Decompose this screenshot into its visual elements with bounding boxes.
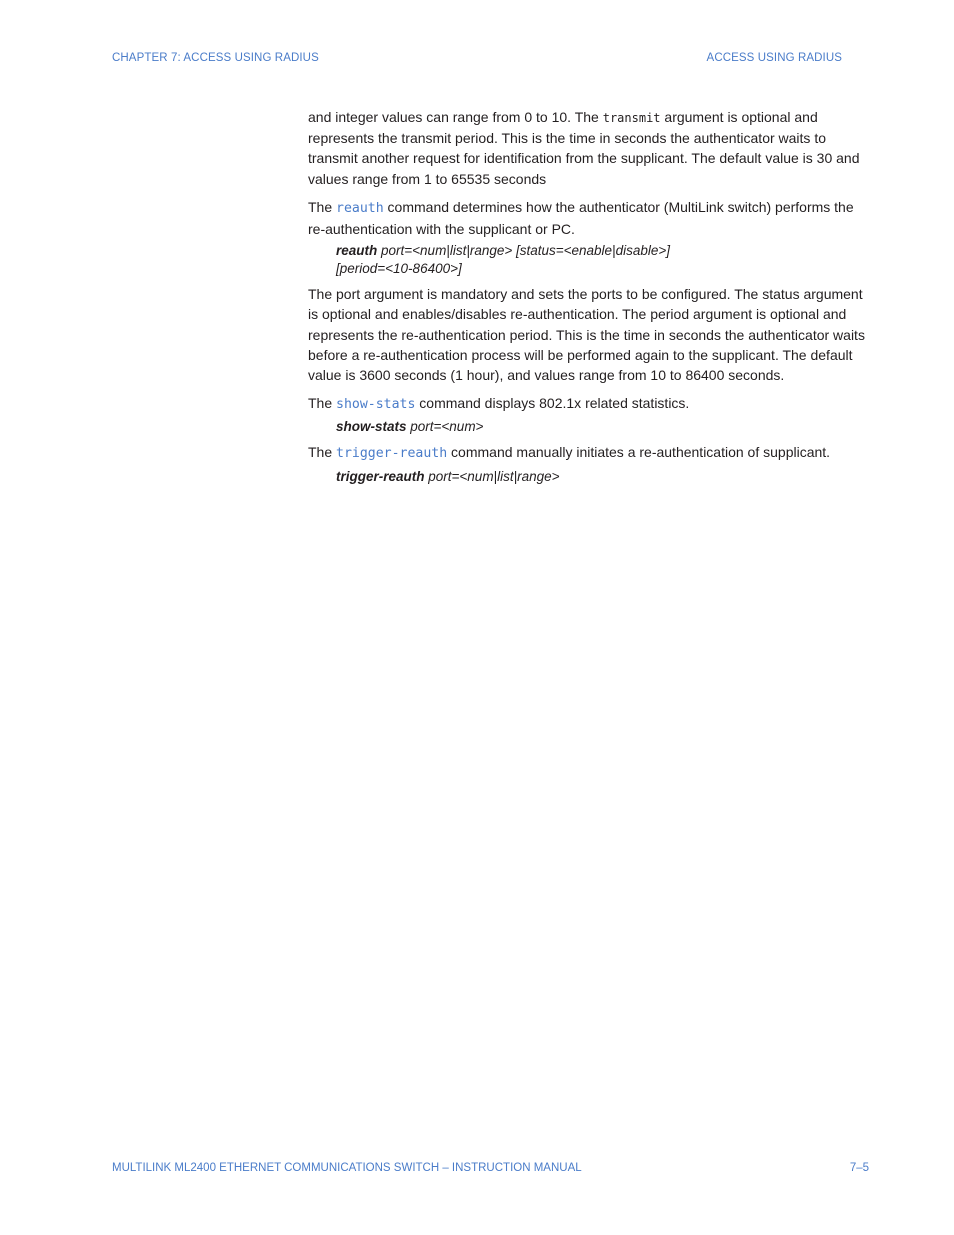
paragraph-transmit <box>308 107 870 189</box>
syntax-command: reauth <box>336 243 378 259</box>
paragraph-trigger-reauth <box>308 442 870 464</box>
text: command displays 802.1x related statistics. <box>415 395 690 412</box>
syntax-args: port=<num|list|range> <box>424 468 560 484</box>
command-show-stats: show-stats <box>336 397 416 413</box>
syntax-show-stats <box>336 418 870 436</box>
paragraph-show-stats <box>308 393 870 415</box>
code-transmit: transmit <box>602 111 661 125</box>
text: argument is optional and represents the transmit period. This is the time in seconds the authenticator waits to transmit another request for identification from the supplicant. The default value is 30 and values range from 1 to 65535 seconds <box>308 109 860 187</box>
syntax-args: port=<num> <box>406 419 484 435</box>
text: command determines how the authenticator (MultiLink switch) performs the re-authentication with the supplicant or PC. <box>308 198 854 238</box>
text: and integer values can range from 0 to 10. The <box>308 109 603 125</box>
syntax-reauth <box>336 242 870 278</box>
syntax-command: show-stats <box>336 419 407 435</box>
text: The <box>308 395 337 412</box>
page-number: 7–5 <box>849 1162 869 1174</box>
syntax-args: port=<num|list|range> [status=<enable|disable>] <box>377 243 670 259</box>
syntax-args-line2: [period=<10-86400>] <box>336 261 462 277</box>
text: The <box>308 444 337 461</box>
running-footer-title: MULTILINK ML2400 ETHERNET COMMUNICATIONS SWITCH – INSTRUCTION MANUAL <box>112 1162 582 1174</box>
text: command manually initiates a re-authentication of supplicant. <box>447 444 831 461</box>
paragraph-reauth <box>308 197 870 239</box>
running-header-chapter: CHAPTER 7: ACCESS USING RADIUS <box>112 52 319 64</box>
paragraph-port-argument: The port argument is mandatory and sets the ports to be configured. The status argument is optional and enables/disables re-authentication. The period argument is optional and represents the re-authentication period. This is the time in seconds the authenticator waits before a re-authentication process will be performed again to the supplicant. The default value is 3600 seconds (1 hour), and values range from 10 to 86400 seconds. <box>308 286 865 384</box>
syntax-command: trigger-reauth <box>336 468 425 484</box>
body-text <box>308 107 870 492</box>
syntax-trigger-reauth <box>336 468 870 486</box>
command-reauth: reauth <box>336 200 384 216</box>
text: The <box>308 198 337 215</box>
running-header-section: ACCESS USING RADIUS <box>706 52 842 64</box>
command-trigger-reauth: trigger-reauth <box>336 446 448 462</box>
